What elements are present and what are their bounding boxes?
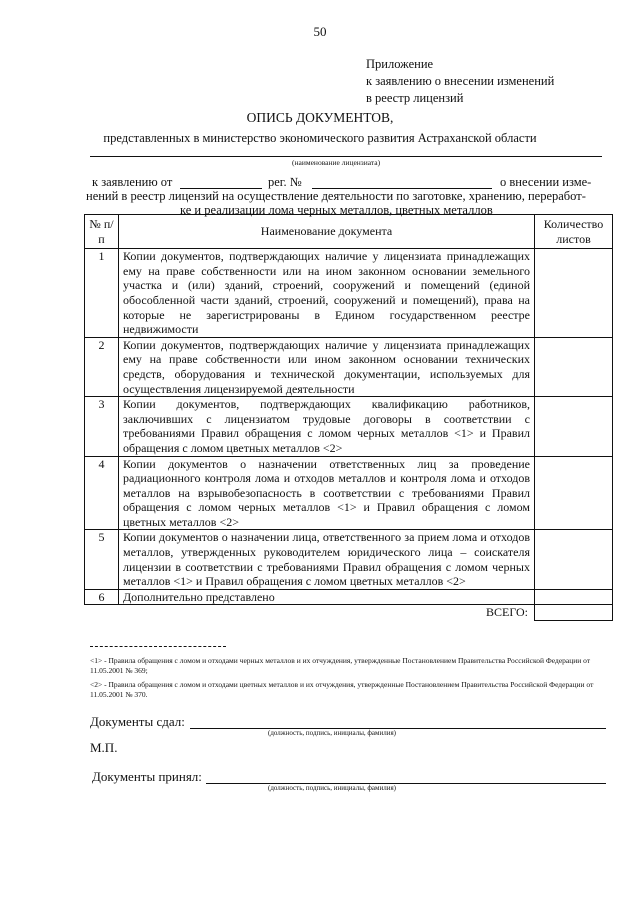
- page-number: 50: [313, 24, 327, 39]
- intro-application-date-label: к заявлению от: [92, 175, 173, 189]
- submitted-by-line[interactable]: [190, 728, 606, 729]
- row-sheet-count-cell[interactable]: [535, 337, 613, 396]
- intro-changes-text: о внесении изме-: [500, 175, 592, 189]
- header-sheet-count: Количество листов: [535, 215, 613, 249]
- row-sheet-count-cell[interactable]: [535, 456, 613, 530]
- header-number: № п/п: [85, 215, 119, 249]
- licensee-caption: (наименование лицензиата): [292, 158, 381, 167]
- appendix-line-1: Приложение: [366, 57, 434, 71]
- footnote-2: <2> - Правила обращения с ломом и отходами цветных металлов и их отчуждения, утвержденные Постановлением Правительства Российской Федерации от 11.05.2001 № 370.: [90, 680, 594, 699]
- row-document-name: Копии документов, подтверждающих наличие у лицензиата принадлежащих ему на праве собственности или на ином законном основании земельного участка и (или) зданий, строений, сооружений и помещений (единой обособленной части зданий, строений, сооружений и помещений), права на которые не зарегистрированы в Едином государственном реестре недвижимости: [119, 249, 535, 338]
- row-number: 5: [85, 530, 119, 589]
- row-number: 1: [85, 249, 119, 338]
- row-number: 2: [85, 337, 119, 396]
- document-title: ОПИСЬ ДОКУМЕНТОВ,: [246, 110, 394, 125]
- intro-line-3: ке и реализации лома черных металлов, цветных металлов: [180, 203, 493, 217]
- row-document-name: Копии документов о назначении ответственных лиц за проведение радиационного контроля лома и отходов металлов и контроля лома и отходов металлов на взрывобезопасность в соответствии с требованиями Правил обращения с ломом черных металлов <1> и Правил обращения с ломом цветных металлов <2>: [119, 456, 535, 530]
- submitted-by-caption: (должность, подпись, инициалы, фамилия): [268, 729, 397, 737]
- header-document-name: Наименование документа: [119, 215, 535, 249]
- row-sheet-count-cell[interactable]: [535, 530, 613, 589]
- table-row: [85, 337, 613, 396]
- table-row: [85, 589, 613, 605]
- footnote-1: <1> - Правила обращения с ломом и отходами черных металлов и их отчуждения, утвержденные Постановлением Правительства Российской Федерации от 11.05.2001 № 369;: [90, 656, 591, 675]
- appendix-line-3: в реестр лицензий: [366, 91, 464, 105]
- table-row: [85, 397, 613, 456]
- document-subtitle: представленных в министерство экономического развития Астраханской области: [103, 131, 537, 145]
- row-document-name: Копии документов о назначении лица, ответственного за прием лома и отходов металлов, утвержденных руководителем юридического лица – соискателя лицензии в соответствии с требованиями Правил обращения с ломом черных металлов <1> и Правил обращения с ломом цветных металлов <2>: [119, 530, 535, 589]
- table-header-row: [85, 215, 613, 249]
- total-label: ВСЕГО:: [486, 605, 528, 620]
- stamp-label: М.П.: [90, 740, 118, 755]
- total-row: [85, 605, 613, 620]
- row-number: 4: [85, 456, 119, 530]
- intro-reg-number-label: рег. №: [268, 175, 302, 189]
- row-sheet-count-cell[interactable]: [535, 249, 613, 338]
- received-by-line[interactable]: [206, 783, 606, 784]
- row-number: 6: [85, 589, 119, 605]
- row-sheet-count-cell[interactable]: [535, 589, 613, 605]
- footnote-separator: [90, 646, 226, 647]
- received-by-caption: (должность, подпись, инициалы, фамилия): [268, 784, 397, 792]
- row-document-name: Копии документов, подтверждающих квалификацию работников, заключивших с лицензиатом трудовые договоры в соответствии с требованиями Правил обращения с ломом черных металлов <1> и Правил обращения с ломом цветных металлов <2>: [119, 397, 535, 456]
- submitted-by-label: Документы сдал:: [90, 714, 185, 729]
- appendix-note: [366, 56, 554, 107]
- row-document-name: Дополнительно представлено: [119, 589, 535, 605]
- intro-line-2: нений в реестр лицензий на осуществление деятельности по заготовке, хранению, переработ-: [86, 189, 586, 203]
- row-number: 3: [85, 397, 119, 456]
- row-sheet-count-cell[interactable]: [535, 397, 613, 456]
- table-row: [85, 249, 613, 338]
- row-document-name: Копии документов, подтверждающих наличие у лицензиата принадлежащих ему на праве собственности или ином законном основании технических средств, оборудования и технической документации, используемых для осуществления лицензируемой деятельности: [119, 337, 535, 396]
- table-row: [85, 530, 613, 589]
- table-row: [85, 456, 613, 530]
- licensee-name-line[interactable]: [90, 156, 602, 157]
- total-spacer: [85, 605, 119, 620]
- received-by-label: Документы принял:: [92, 769, 202, 784]
- documents-table: [84, 214, 613, 621]
- appendix-line-2: к заявлению о внесении изменений: [366, 74, 555, 88]
- total-sheet-count-cell[interactable]: [535, 605, 613, 620]
